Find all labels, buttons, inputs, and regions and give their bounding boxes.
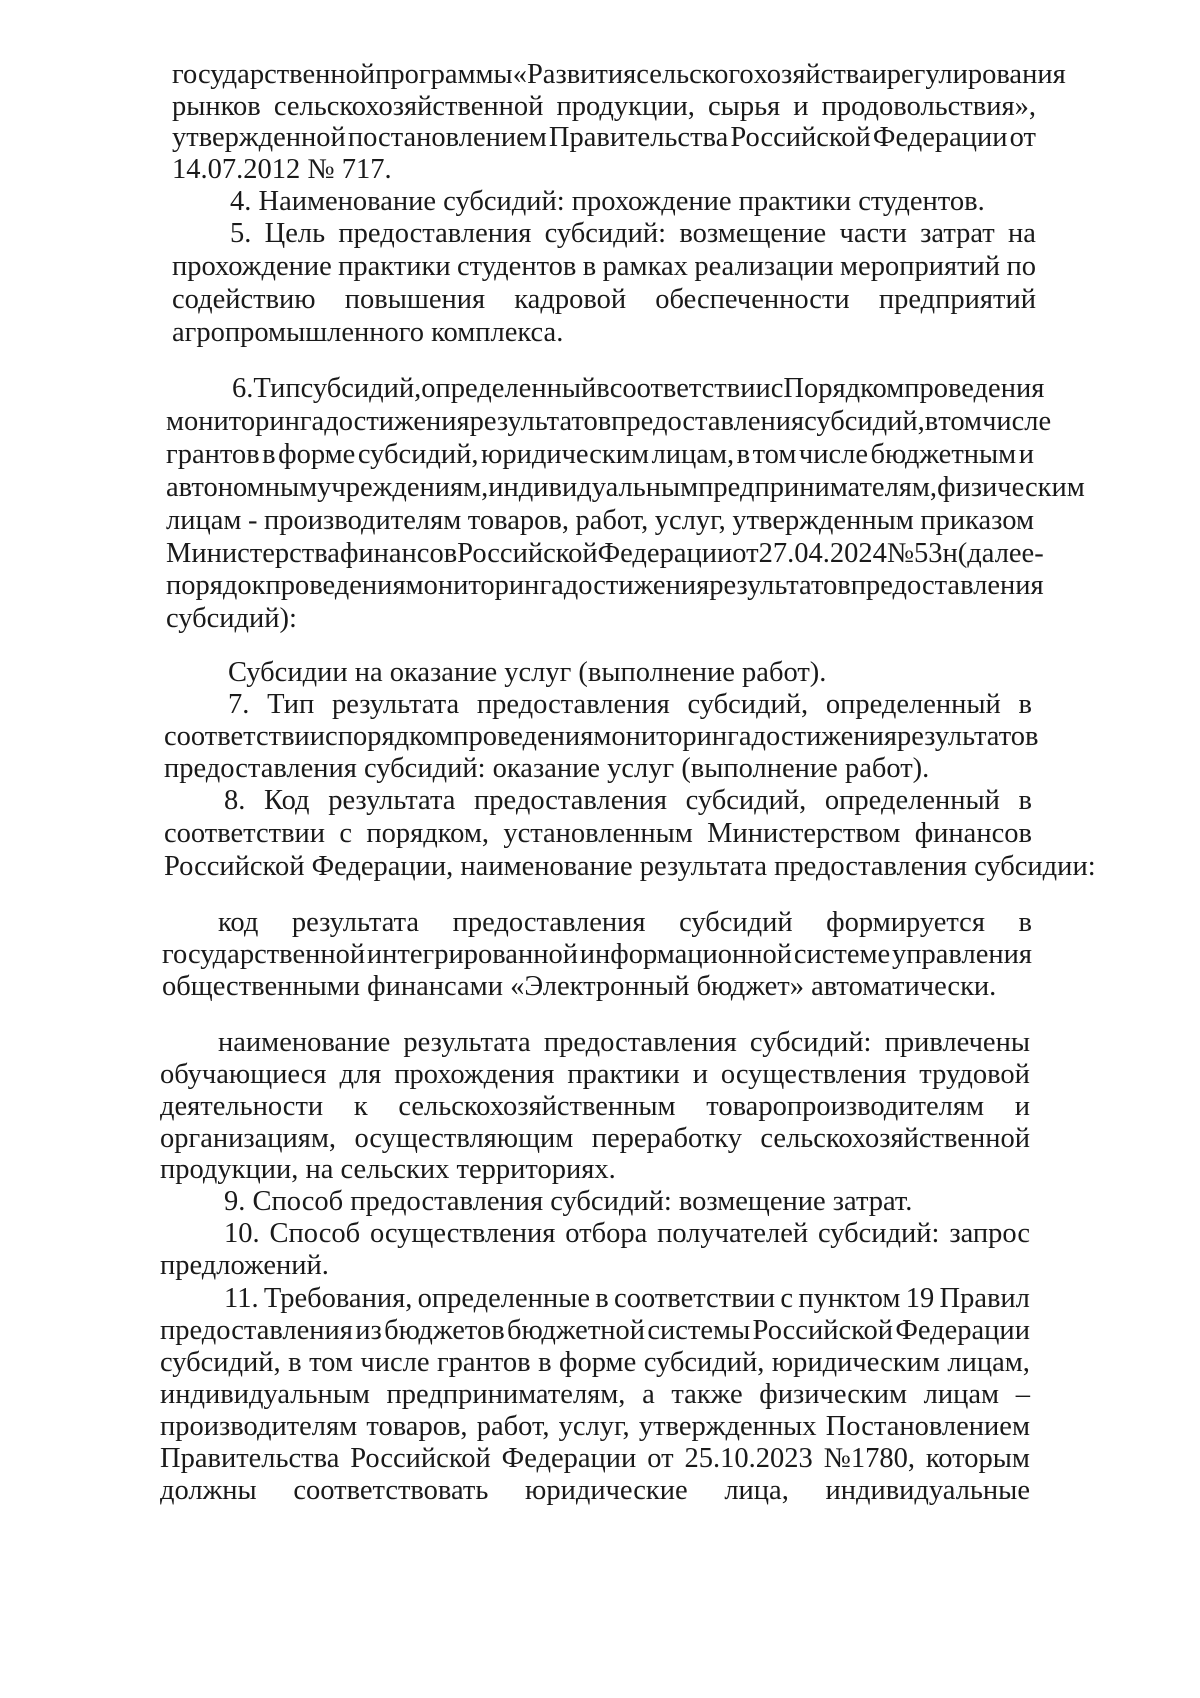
text-line: производителям товаров, работ, услуг, утвержденных Постановлением xyxy=(160,1411,1030,1442)
text-line: мониторинга достижения результатов предоставления субсидий, в том числе xyxy=(166,406,1052,437)
text-line: Министерства финансов Российской Федерации от 27.04.2024 №53н (далее - xyxy=(166,538,1044,569)
text-line: утвержденной постановлением Правительства Российской Федерации от xyxy=(172,122,1036,153)
text-line: Правительства Российской Федерации от 25.10.2023 №1780, которым xyxy=(160,1443,1030,1474)
text-line: 5. Цель предоставления субсидий: возмещение части затрат на xyxy=(230,218,1036,249)
text-line: общественными финансами «Электронный бюджет» автоматически. xyxy=(162,971,997,1002)
text-line: содействию повышения кадровой обеспеченности предприятий xyxy=(172,284,1036,315)
text-line: 10. Способ осуществления отбора получателей субсидий: запрос xyxy=(224,1218,1030,1249)
text-line: индивидуальным предпринимателям, а также физическим лицам – xyxy=(160,1379,1030,1410)
text-line: соответствии с порядком проведения мониторинга достижения результатов xyxy=(164,721,1039,752)
text-line: соответствии с порядком, установленным Министерством финансов xyxy=(164,818,1032,849)
text-line: 14.07.2012 № 717. xyxy=(172,154,392,185)
text-line: наименование результата предоставления субсидий: привлечены xyxy=(218,1027,1030,1058)
text-line: код результата предоставления субсидий формируется в xyxy=(218,907,1032,938)
text-line: деятельности к сельскохозяйственным товаропроизводителям и xyxy=(160,1091,1030,1122)
text-line: 8. Код результата предоставления субсидий, определенный в xyxy=(224,785,1032,816)
item-4-subsidy-name: 4. Наименование субсидий: прохождение практики студентов. xyxy=(230,186,985,217)
text-line: 6. Тип субсидий, определенный в соответствии с Порядком проведения xyxy=(232,373,1045,404)
text-line: прохождение практики студентов в рамках реализации мероприятий по xyxy=(172,251,1036,282)
text-line: государственной интегрированной информационной системе управления xyxy=(162,939,1032,970)
text-line: 7. Тип результата предоставления субсидий, определенный в xyxy=(228,689,1032,720)
text-line: порядок проведения мониторинга достижения результатов предоставления xyxy=(166,570,1044,601)
text-line: обучающиеся для прохождения практики и осуществления трудовой xyxy=(160,1059,1030,1090)
item-6-value: Субсидии на оказание услуг (выполнение работ). xyxy=(228,657,827,688)
text-line: агропромышленного комплекса. xyxy=(172,317,564,348)
text-line: Российской Федерации, наименование результата предоставления субсидии: xyxy=(164,851,1096,882)
item-9-provision-method: 9. Способ предоставления субсидий: возмещение затрат. xyxy=(224,1186,913,1217)
text-line: рынков сельскохозяйственной продукции, сырья и продовольствия», xyxy=(172,91,1036,122)
text-line: предоставления субсидий: оказание услуг (выполнение работ). xyxy=(164,753,930,784)
text-line: продукции, на сельских территориях. xyxy=(160,1154,616,1185)
text-line: субсидий, в том числе грантов в форме субсидий, юридическим лицам, xyxy=(160,1347,1030,1378)
text-line: организациям, осуществляющим переработку сельскохозяйственной xyxy=(160,1123,1030,1154)
text-line: 11. Требования, определенные в соответствии с пунктом 19 Правил xyxy=(224,1283,1030,1314)
text-line: автономным учреждениям, индивидуальным предпринимателям, физическим xyxy=(166,472,1085,503)
text-line: субсидий): xyxy=(166,603,297,634)
text-line: лицам - производителям товаров, работ, услуг, утвержденным приказом xyxy=(166,505,1034,536)
text-line: предложений. xyxy=(160,1250,329,1281)
text-line: должны соответствовать юридические лица, индивидуальные xyxy=(160,1475,1030,1506)
text-line: грантов в форме субсидий, юридическим лицам, в том числе бюджетным и xyxy=(166,439,1034,470)
text-line: государственной программы «Развития сельского хозяйства и регулирования xyxy=(172,59,1066,90)
text-line: предоставления из бюджетов бюджетной системы Российской Федерации xyxy=(160,1315,1030,1346)
